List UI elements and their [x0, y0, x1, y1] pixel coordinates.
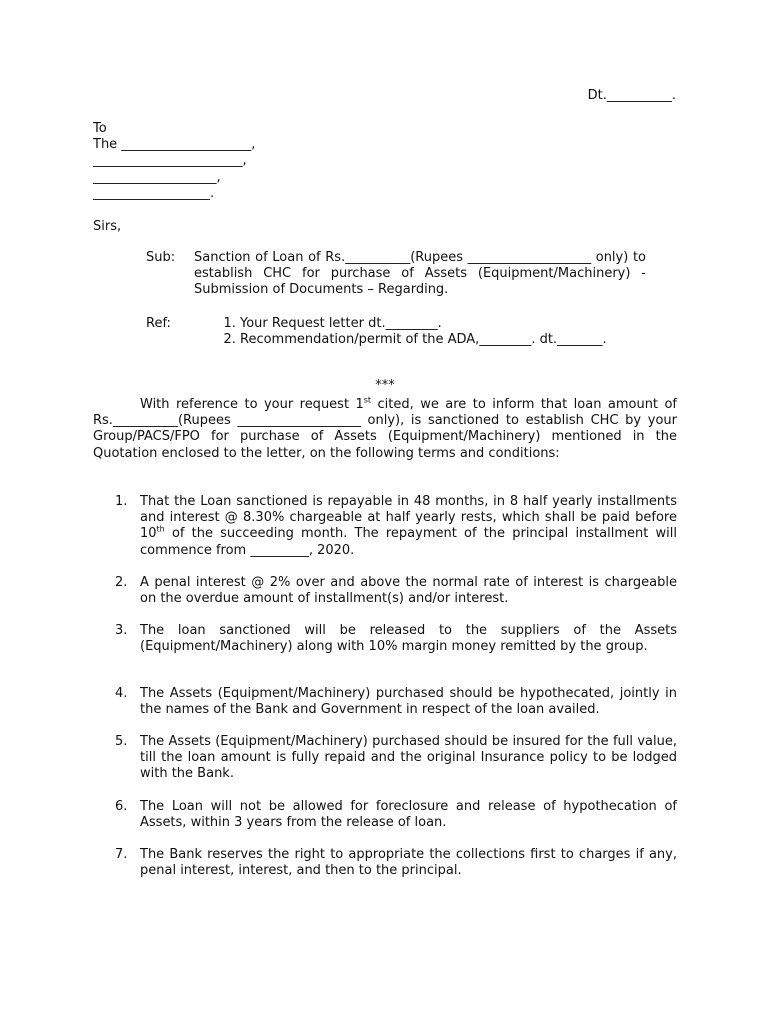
intro-text: With reference to your request 1 — [140, 397, 364, 412]
term-number: 1. — [115, 494, 128, 509]
address-line: __________________. — [93, 185, 215, 201]
term-number: 4. — [115, 685, 128, 701]
reference-item: 2. Recommendation/permit of the ADA,________. dt._______. — [240, 332, 692, 348]
term-number: 5. — [115, 734, 128, 750]
term-text: of the succeeding month. The repayment of the principal installment will commence from _________, 2020. — [140, 526, 677, 558]
address-to: To — [93, 121, 107, 136]
address-line: _______________________, — [93, 153, 247, 169]
reference-label: Ref: — [146, 316, 171, 331]
address-line: ___________________, — [93, 169, 221, 185]
term-sup: th — [156, 525, 165, 535]
intro-sup: st — [363, 395, 372, 405]
date-line: Dt.__________. — [587, 88, 676, 103]
term-item — [93, 623, 677, 655]
recipient-address — [93, 121, 255, 202]
term-item — [93, 686, 677, 718]
separator: *** — [375, 378, 395, 393]
term-text: The loan sanctioned will be released to the suppliers of the Assets (Equipment/Machinery) along with 10% margin money remitted by the group. — [140, 623, 677, 655]
term-item — [93, 494, 677, 559]
term-text: The Assets (Equipment/Machinery) purchased should be insured for the full value, till the loan amount is fully repaid and the original Insurance policy to be lodged with the Bank. — [140, 734, 677, 782]
intro-text: cited, we are to inform that loan amount of Rs.__________(Rupees ___________________ only), is sanctioned to establish CHC by your Group/PACS/FPO for purchase of Assets (Equipment/Machinery) mentioned in the Quotation enclosed to the letter, on the following terms and conditions: — [93, 397, 677, 461]
terms-list — [93, 494, 677, 879]
term-number: 2. — [115, 574, 128, 590]
term-number: 7. — [115, 847, 128, 863]
reference-list — [194, 316, 692, 348]
address-line: The ____________________, — [93, 137, 256, 153]
intro-paragraph — [93, 397, 677, 462]
term-text: The Bank reserves the right to appropriate the collections first to charges if any, penal interest, interest, and then to the principal. — [140, 847, 677, 879]
term-text: The Loan will not be allowed for foreclosure and release of hypothecation of Assets, within 3 years from the release of loan. — [140, 798, 677, 830]
term-item — [93, 799, 677, 831]
term-text: The Assets (Equipment/Machinery) purchased should be hypothecated, jointly in the names of the Bank and Government in respect of the loan availed. — [140, 685, 677, 717]
term-number: 6. — [115, 798, 128, 814]
term-text: A penal interest @ 2% over and above the normal rate of interest is chargeable on the overdue amount of installment(s) and/or interest. — [140, 574, 677, 607]
subject-label: Sub: — [146, 250, 176, 265]
subject-text: Sanction of Loan of Rs.__________(Rupees ___________________ only) to establish CHC for purchase of Assets (Equipment/Machinery) - Submission of Documents – Regarding. — [194, 250, 646, 298]
term-item — [93, 575, 677, 607]
term-item — [93, 847, 677, 879]
salutation: Sirs, — [93, 219, 122, 234]
term-number: 3. — [115, 623, 128, 639]
term-text: That the Loan sanctioned is repayable in 48 months, in 8 half yearly installments and interest @ 8.30% chargeable at half yearly rests, which shall be paid before 10 — [140, 494, 677, 542]
term-item — [93, 734, 677, 783]
reference-item: 1. Your Request letter dt.________. — [240, 316, 692, 332]
